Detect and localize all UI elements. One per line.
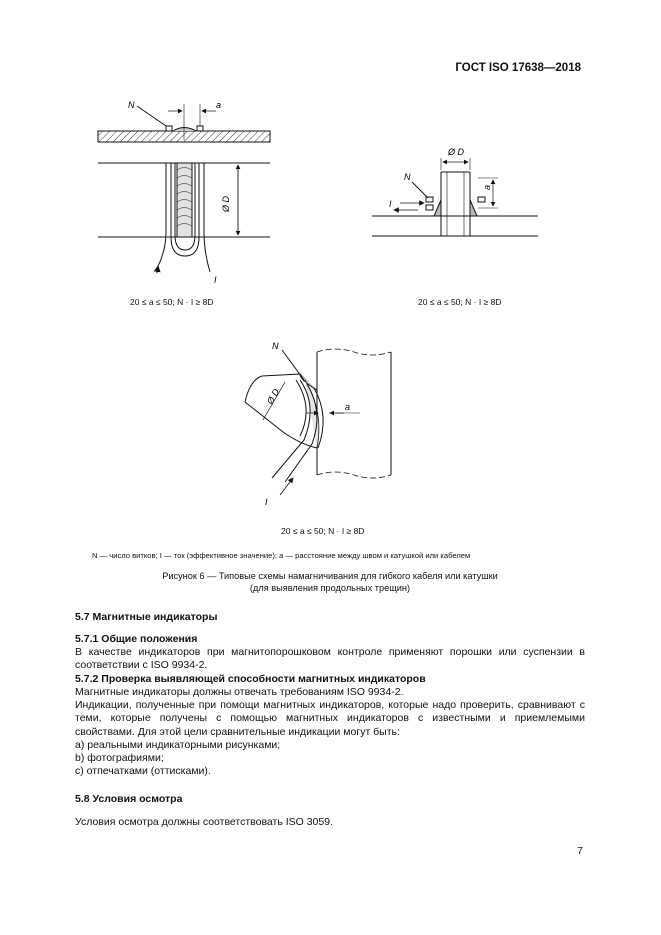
label-I-right: I [389, 199, 392, 209]
paragraph-5-8: Условия осмотра должны соответствовать ISO 3059. [75, 816, 333, 828]
paragraph-5-7-2-1: Магнитные индикаторы должны отвечать требованиям ISO 9934-2. [75, 686, 404, 698]
section-5-7-1-title: 5.7.1 Общие положения [75, 633, 198, 645]
section-5-7-1-text [75, 646, 585, 672]
bottom-diagram [245, 349, 391, 495]
label-a-left: a [216, 100, 222, 110]
list-item-b: b) фотографиями; [75, 752, 164, 765]
label-D-bottom: Ø D [264, 387, 282, 406]
caption-bottom-diagram: 20 ≤ a ≤ 50; N · I ≥ 8D [281, 526, 365, 536]
paragraph-5-7-2-2: Индикации, полученные при помощи магнитных индикаторов, которые надо проверить, сравнивают с теми, которые получены с помощью магнитных индикаторов с известными и приемлемыми свойствами. Для этой цели сравнительные индикации могут быть: [75, 699, 585, 738]
label-N-left: N [128, 100, 135, 110]
label-N-bottom: N [272, 341, 279, 351]
figure-caption-line1: Рисунок 6 — Типовые схемы намагничивания для гибкого кабеля или катушки [162, 571, 498, 581]
left-diagram [98, 104, 270, 273]
label-I-bottom: I [265, 497, 268, 507]
section-5-7-2-body [75, 686, 585, 778]
label-I-left: I [214, 275, 217, 285]
section-5-8-text [75, 816, 585, 829]
figure-caption-line2: (для выявления продольных трещин) [249, 583, 411, 593]
list-item-c: c) отпечатками (оттисками). [75, 765, 211, 778]
figure-legend: N — число витков; I — ток (эффективное значение); a — расстояние между швом и катушкой или кабелем [92, 551, 471, 560]
caption-right-diagram: 20 ≤ a ≤ 50; N · I ≥ 8D [418, 297, 502, 307]
label-D-right: Ø D [448, 147, 465, 157]
label-D-left: Ø D [221, 195, 231, 212]
section-5-7-title: 5.7 Магнитные индикаторы [75, 611, 218, 623]
section-5-7-2-title: 5.7.2 Проверка выявляющей способности магнитных индикаторов [75, 673, 426, 685]
caption-left-diagram: 20 ≤ a ≤ 50; N · I ≥ 8D [130, 297, 214, 307]
paragraph-5-7-1: В качестве индикаторов при магнитопорошковом контроле применяют порошки или суспензии в соответствии с ISO 9934-2. [75, 646, 585, 672]
list-item-a: a) реальными индикаторными рисунками; [75, 738, 281, 751]
page-number: 7 [577, 845, 583, 857]
label-a-right: a [482, 184, 492, 190]
label-a-bottom: a [345, 402, 351, 412]
right-diagram [372, 158, 538, 236]
section-5-8-title: 5.8 Условия осмотра [75, 793, 183, 805]
figure-caption [130, 570, 530, 594]
label-N-right: N [404, 172, 411, 182]
document-header: ГОСТ ISO 17638—2018 [455, 62, 581, 74]
